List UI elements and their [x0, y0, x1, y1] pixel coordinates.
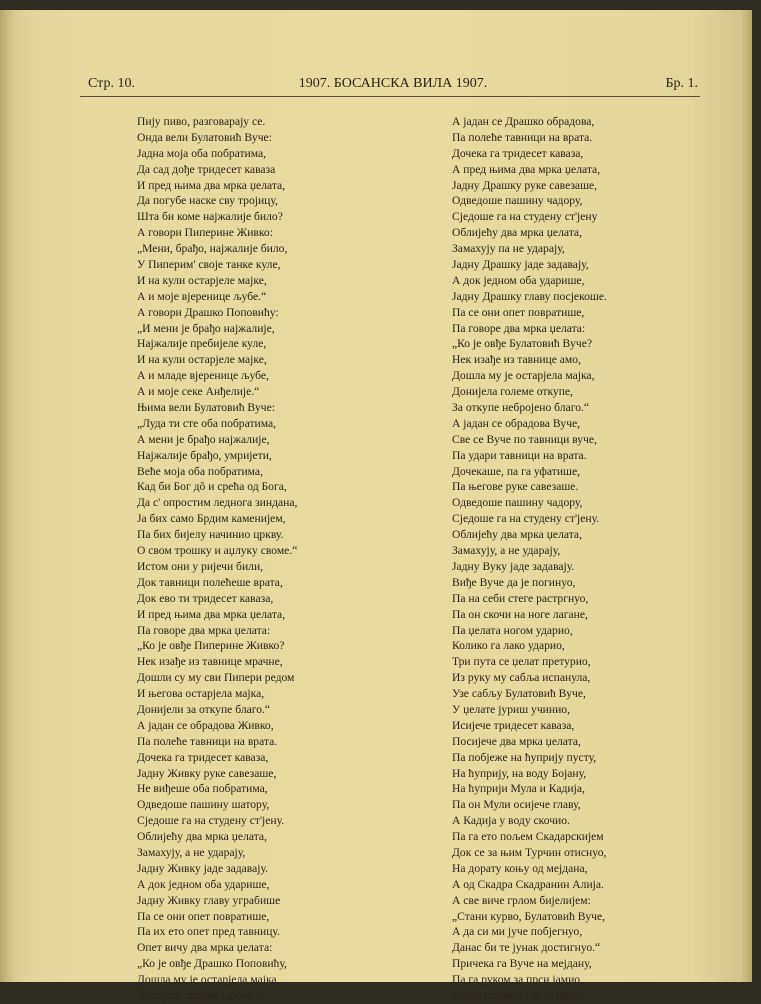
verse-line: Да погубе наске сву тројицу,	[137, 194, 278, 208]
verse-line: А јадан се Драшко обрадова,	[452, 115, 595, 128]
poem-column-left	[137, 114, 437, 1004]
book-page	[0, 10, 752, 1002]
journal-title: 1907. БОСАНСКА ВИЛА 1907.	[298, 76, 488, 91]
verse-line: Најжалије пребијеле куле,	[137, 337, 267, 351]
verse-line: Да сад дође тридесет каваза	[137, 162, 276, 176]
verse-line: О свом трошку и аџлуку своме.“	[137, 544, 298, 558]
page-number: Стр. 10.	[88, 76, 135, 91]
verse-line: Замахују, а не ударају,	[137, 845, 246, 859]
header-rule	[80, 96, 700, 97]
issue-number: Бр. 1.	[665, 76, 698, 91]
verse-line: Док тавници полећеше врата,	[137, 575, 283, 589]
verse-line: Сједоше га на студену ст'јену.	[452, 512, 600, 526]
verse-line: Колико га лако ударио,	[452, 639, 565, 653]
verse-line: А и моје секе Анђелије.“	[137, 385, 260, 399]
verse-line: А јадан се обрадова Живко,	[137, 718, 274, 732]
verse-line: Да с' опростим леднога зиндана,	[137, 496, 298, 510]
verse-line: На ћуприју, на воду Бојану,	[452, 766, 587, 780]
verse-line: „Луда ти сте оба побратима,	[137, 416, 277, 430]
verse-line: И на кули остарјеле мајке,	[137, 273, 267, 287]
verse-line: У Пиперим' своје танке куле,	[137, 258, 281, 272]
verse-line: Донијела големе откупе,	[452, 385, 573, 399]
verse-line: А све виче грлом бијелијем:	[452, 893, 591, 907]
verse-line: „Ко је овђе Булатовић Вуче?	[452, 337, 593, 351]
verse-line: Посијече два мрка џелата,	[452, 734, 581, 748]
verse-line: А од Скадра Скадранин Алија.	[452, 877, 604, 891]
verse-line: „И мени је брађо најжалије,	[137, 321, 275, 335]
verse-line: Причека га Вуче на мејдану,	[452, 957, 592, 971]
verse-line: Па удари тавници на врата.	[452, 448, 587, 462]
verse-line: Виђе Вуче да је погинуо,	[452, 575, 576, 589]
verse-line: Најжалије брађо, умријети,	[137, 448, 272, 462]
page-binding-shadow	[0, 10, 14, 982]
verse-line: На ћуприји Мула и Кадија,	[452, 782, 585, 796]
verse-line: И Турчином о тли ударио,	[452, 988, 581, 1002]
verse-line: У џелате јуриш учинио,	[452, 702, 570, 716]
verse-line: Исијече тридесет каваза,	[452, 718, 575, 732]
verse-line: Па се они опет повратише,	[452, 305, 585, 319]
verse-line: Донијели за откупе благо.“	[137, 702, 271, 716]
verse-line: Јадну Живку јаде задавају.	[137, 861, 268, 875]
verse-line: Па полеће тавници на врата.	[137, 734, 278, 748]
verse-line: Опет вичу два мрка џелата:	[137, 941, 273, 955]
verse-line: Данас би те јунак достигнуо.“	[452, 941, 601, 955]
verse-line: И на кули остарјеле мајке,	[137, 353, 267, 367]
verse-line: Њима вели Булатовић Вуче:	[137, 401, 276, 415]
verse-line: Па на себи стеге растргнуо,	[452, 591, 589, 605]
verse-line: Три пута се џелат претурио,	[452, 655, 591, 669]
verse-line: Па га руком за прси јамио,	[452, 973, 583, 987]
verse-line: А док једном оба ударише,	[452, 273, 585, 287]
verse-line: Пију пиво, разговарају се.	[137, 115, 266, 128]
verse-line: А пред њима два мрка џелата,	[452, 162, 601, 176]
verse-line: Одведоше пашину чадору,	[452, 194, 583, 208]
verse-line: „Ко је овђе Пиперине Живко?	[137, 639, 285, 653]
verse-line: Па његове руке савезаше.	[452, 480, 579, 494]
verse-line: Дочека га тридесет каваза,	[452, 146, 584, 160]
verse-line: Одведоше пашину шатору,	[137, 798, 270, 812]
verse-line: Не виђеше оба побратима,	[137, 782, 268, 796]
verse-line: А мени је брађо најжалије,	[137, 432, 270, 446]
verse-line: А и младе вјеренице љубе,	[137, 369, 269, 383]
verse-line: Па се они опет повратише,	[137, 909, 270, 923]
poem-column-right	[452, 114, 752, 1004]
verse-line: А Кадија у воду скочио.	[452, 814, 570, 828]
verse-line: Јадну Живку главу уграбише	[137, 893, 281, 907]
verse-line: Па побјеже на ћуприју пусту,	[452, 750, 597, 764]
verse-line: Сједоше га на студену ст'јену.	[137, 814, 285, 828]
verse-line: Дошла му је остарјела мајка,	[452, 369, 595, 383]
verse-line: Одведоше пашину чадору,	[452, 496, 583, 510]
verse-line: Па полеће тавници на врата.	[452, 130, 593, 144]
verse-line: Дочекаше, па га уфатише,	[452, 464, 581, 478]
verse-line: И његова остарјела мајка,	[137, 687, 265, 701]
verse-line: Сједоше га на студену ст'јену	[452, 210, 598, 224]
verse-line: Веће моја оба побратима,	[137, 464, 263, 478]
verse-line: Па говоре два мрка џелата:	[137, 623, 271, 637]
verse-line: Па он Мули осијече главу,	[452, 798, 581, 812]
verse-line: Док се за њим Турчин отиснуо,	[452, 845, 607, 859]
verse-line: А да си ми јуче побјегнуо,	[452, 925, 583, 939]
verse-line: Па говоре два мрка џелата:	[452, 321, 586, 335]
verse-line: На дорату коњу од мејдана,	[452, 861, 588, 875]
verse-line: А док једном оба ударише,	[137, 877, 270, 891]
verse-line: Јадну Вуку јаде задавају.	[452, 559, 575, 573]
verse-line: А говори Драшко Поповићу:	[137, 305, 279, 319]
verse-line: Јадна моја оба побратима,	[137, 146, 267, 160]
verse-line: Па бих бијелу начинио цркву.	[137, 528, 284, 542]
verse-line: Дошла му је остарјела мајка,	[137, 973, 280, 987]
verse-line: И пред њима два мрка џелата,	[137, 178, 286, 192]
verse-line: Нек изађе из тавнице амо,	[452, 353, 581, 367]
verse-line: Јадну Драшку главу посјекоше.	[452, 289, 607, 303]
verse-line: Кад би Бог дô и срећа од Бога,	[137, 480, 287, 494]
verse-line: За откупе небројено благо.“	[452, 401, 590, 415]
verse-line: Па их ето опет пред тавницу.	[137, 925, 280, 939]
verse-line: Шта би коме најжалије било?	[137, 210, 283, 224]
verse-line: Јадну Драшку руке савезаше,	[452, 178, 598, 192]
verse-line: Па га ето пољем Скадарскијем	[452, 830, 604, 844]
verse-line: Облијећу два мрка џелата,	[452, 226, 582, 240]
verse-line: Јадну Живку руке савезаше,	[137, 766, 277, 780]
verse-line: Јадну Драшку јаде задавају,	[452, 258, 589, 272]
verse-line: „Стани курво, Булатовић Вуче,	[452, 909, 606, 923]
verse-line: Ја бих само Брдим каменијем,	[137, 512, 286, 526]
running-header	[88, 76, 698, 94]
verse-line: Све се Вуче по тавници вуче,	[452, 432, 597, 446]
verse-line: И пред њима два мрка џелата,	[137, 607, 286, 621]
verse-line: А јадан се обрадова Вуче,	[452, 416, 581, 430]
verse-line: Донијела големе одкупе.“	[137, 988, 264, 1002]
verse-line: Истом они у ријечи били,	[137, 559, 264, 573]
verse-line: А и моје вјеренице љубе.“	[137, 289, 267, 303]
verse-line: „Мени, брађо, најжалије било,	[137, 242, 288, 256]
verse-line: Онда вели Булатовић Вуче:	[137, 130, 272, 144]
verse-line: Узе сабљу Булатовић Вуче,	[452, 687, 586, 701]
verse-line: Замахују па не ударају,	[452, 242, 565, 256]
verse-line: Док ево ти тридесет каваза,	[137, 591, 274, 605]
verse-line: Замахују, а не ударају,	[452, 544, 561, 558]
verse-line: Дошли су му сви Пипери редом	[137, 671, 295, 685]
verse-line: Па џелата ногом ударио,	[452, 623, 573, 637]
verse-line: Из руку му сабља испанула,	[452, 671, 591, 685]
verse-line: Па он скочи на ноге лагане,	[452, 607, 588, 621]
verse-line: Нек изађе из тавнице мрачне,	[137, 655, 283, 669]
verse-line: А говори Пиперине Живко:	[137, 226, 273, 240]
verse-line: „Ко је овђе Драшко Поповићу,	[137, 957, 287, 971]
verse-line: Дочека га тридесет каваза,	[137, 750, 269, 764]
verse-line: Облијећу два мрка џелата,	[452, 528, 582, 542]
verse-line: Облијећу два мрка џелата,	[137, 830, 267, 844]
